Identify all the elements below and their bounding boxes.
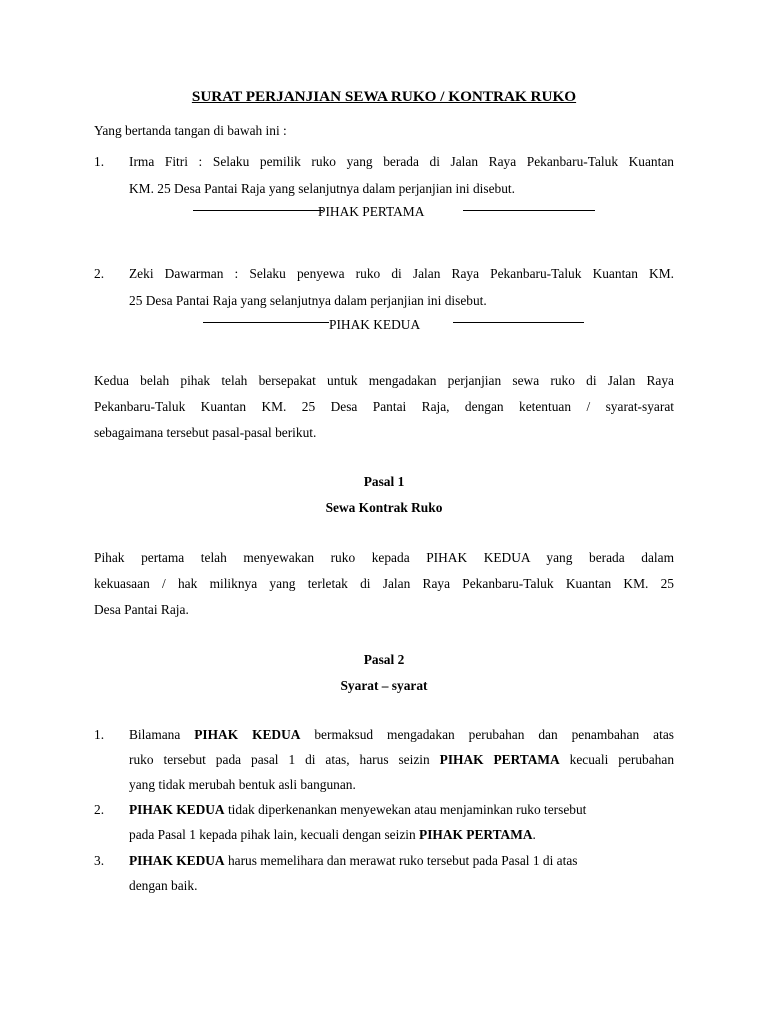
party1-label: PIHAK PERTAMA (318, 204, 425, 219)
agreement-line3: sebagaimana tersebut pasal-pasal berikut. (94, 425, 317, 440)
pasal2-item1-line2: ruko tersebut pada pasal 1 di atas, harus seizin PIHAK PERTAMA kecuali perubahan (129, 752, 675, 767)
party1-rule-left (193, 210, 323, 211)
party2-line2: 25 Desa Pantai Raja yang selanjutnya dalam perjanjian ini disebut. (129, 293, 487, 308)
pasal2-item3-number: 3. (94, 853, 105, 868)
party1-line1: Irma Fitri : Selaku pemilik ruko yang berada di Jalan Raya Pekanbaru-Taluk Kuantan (129, 154, 674, 169)
pasal2-item3-line1: PIHAK KEDUA harus memelihara dan merawat ruko tersebut pada Pasal 1 di atas (129, 853, 578, 868)
party2-line1: Zeki Dawarman : Selaku penyewa ruko di Jalan Raya Pekanbaru-Taluk Kuantan KM. (129, 266, 674, 281)
document-title: SURAT PERJANJIAN SEWA RUKO / KONTRAK RUKO (191, 88, 577, 105)
party1-line2: KM. 25 Desa Pantai Raja yang selanjutnya dalam perjanjian ini disebut. (129, 181, 516, 196)
pasal1-line2: kekuasaan / hak miliknya yang terletak di Jalan Raya Pekanbaru-Taluk Kuantan KM. 25 (94, 576, 674, 591)
pasal2-item1-line3: yang tidak merubah bentuk asli bangunan. (129, 777, 356, 792)
pasal1-line3: Desa Pantai Raja. (94, 602, 189, 617)
party2-label: PIHAK KEDUA (329, 317, 421, 332)
party1-number: 1. (94, 154, 105, 169)
pasal2-item1-number: 1. (94, 727, 105, 742)
pasal1-heading: Pasal 1 (363, 474, 405, 489)
pasal1-subheading: Sewa Kontrak Ruko (325, 500, 443, 515)
pasal1-line1: Pihak pertama telah menyewakan ruko kepada PIHAK KEDUA yang berada dalam (94, 550, 674, 565)
agreement-line2: Pekanbaru-Taluk Kuantan KM. 25 Desa Pantai Raja, dengan ketentuan / syarat-syarat (94, 399, 674, 414)
party2-rule-left (203, 322, 329, 323)
party2-number: 2. (94, 266, 105, 281)
pasal2-subheading: Syarat – syarat (340, 678, 428, 693)
pasal2-item2-number: 2. (94, 802, 105, 817)
pasal2-item1-line1: Bilamana PIHAK KEDUA bermaksud mengadakan perubahan dan penambahan atas (129, 727, 674, 742)
intro-text: Yang bertanda tangan di bawah ini : (94, 123, 287, 138)
pasal2-item2-line1: PIHAK KEDUA tidak diperkenankan menyewekan atau menjaminkan ruko tersebut (129, 802, 587, 817)
pasal2-item2-line2: pada Pasal 1 kepada pihak lain, kecuali dengan seizin PIHAK PERTAMA. (129, 827, 536, 842)
agreement-line1: Kedua belah pihak telah bersepakat untuk mengadakan perjanjian sewa ruko di Jalan Raya (94, 373, 674, 388)
pasal2-item3-line2: dengan baik. (129, 878, 198, 893)
party1-rule-right (463, 210, 595, 211)
pasal2-heading: Pasal 2 (363, 652, 405, 667)
party2-rule-right (453, 322, 584, 323)
